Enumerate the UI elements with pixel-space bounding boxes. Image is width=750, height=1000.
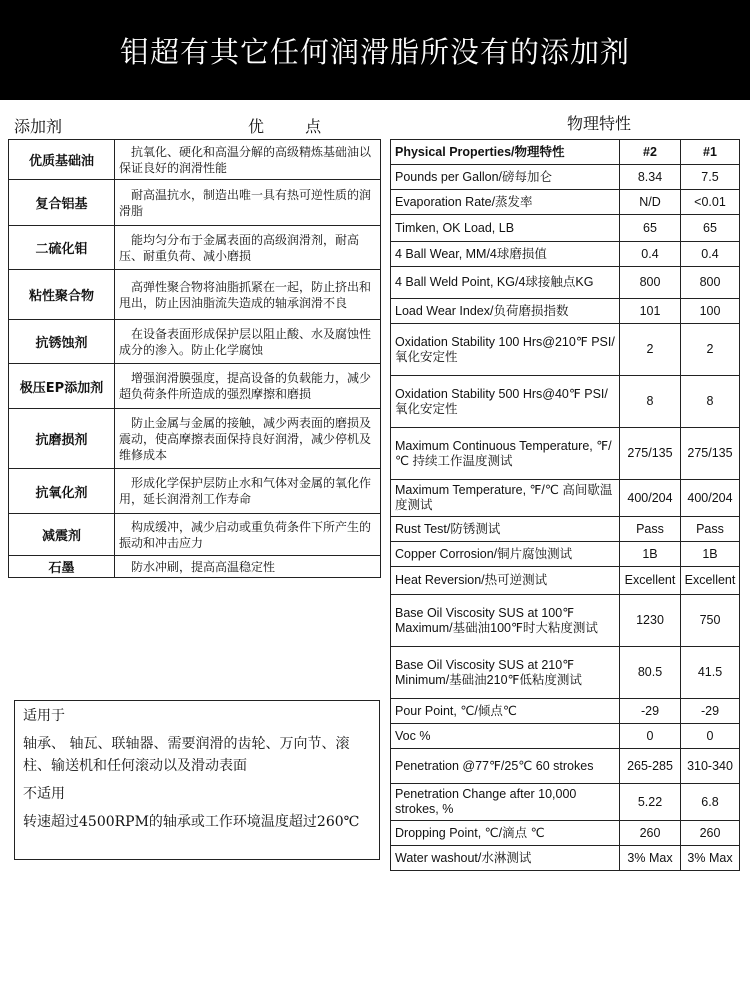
value-1: 8: [681, 376, 740, 428]
advantage-column-header: 优 点: [248, 117, 340, 136]
additive-desc: 防水冲刷，提高高温稳定性: [115, 556, 381, 578]
table-row: [9, 320, 381, 364]
additive-desc: 高弹性聚合物将油脂抓紧在一起，防止挤出和甩出，防止因油脂流失造成的轴承润滑不良: [115, 270, 381, 320]
value-1: 65: [681, 215, 740, 242]
value-2: 1B: [620, 542, 681, 567]
property-label: Voc %: [391, 724, 620, 749]
value-2: 400/204: [620, 480, 681, 517]
additive-name: 抗磨损剂: [9, 409, 115, 469]
property-label: Maximum Continuous Temperature, ℉/℃ 持续工作温度测试: [391, 428, 620, 480]
value-2: 275/135: [620, 428, 681, 480]
additive-desc: 抗氧化、硬化和高温分解的高级精炼基础油以保证良好的润滑性能: [115, 140, 381, 180]
value-2: 80.5: [620, 647, 681, 699]
property-label: Base Oil Viscosity SUS at 210℉ Minimum/基础油210℉低粘度测试: [391, 647, 620, 699]
table-row: [9, 180, 381, 226]
additive-name: 优质基础油: [9, 140, 115, 180]
property-label: Oxidation Stability 500 Hrs@40℉ PSI/氧化安定性: [391, 376, 620, 428]
value-1: 800: [681, 267, 740, 299]
table-row: [9, 469, 381, 514]
table-row: [391, 699, 740, 724]
unsuitable-text: 转速超过4500RPM的轴承或工作环境温度超过260℃: [23, 814, 360, 830]
value-1: Pass: [681, 517, 740, 542]
value-2: 260: [620, 821, 681, 846]
table-row: [391, 517, 740, 542]
value-1: 310-340: [681, 749, 740, 784]
table-header-row: [391, 140, 740, 165]
value-1: 275/135: [681, 428, 740, 480]
table-row: [391, 595, 740, 647]
additive-desc: 能均匀分布于金属表面的高级润滑剂，耐高压、耐重负荷、减小磨损: [115, 226, 381, 270]
table-row: [9, 270, 381, 320]
value-2: 265-285: [620, 749, 681, 784]
value-1: 7.5: [681, 165, 740, 190]
property-label: Copper Corrosion/铜片腐蚀测试: [391, 542, 620, 567]
table-row: [391, 749, 740, 784]
value-2: -29: [620, 699, 681, 724]
value-1: 100: [681, 299, 740, 324]
value-1: 400/204: [681, 480, 740, 517]
additive-name: 粘性聚合物: [9, 270, 115, 320]
table-row: [9, 514, 381, 556]
property-label: Penetration @77℉/25℃ 60 strokes: [391, 749, 620, 784]
table-row: [391, 647, 740, 699]
additive-name: 石墨: [9, 556, 115, 578]
value-1: 2: [681, 324, 740, 376]
table-row: [391, 567, 740, 595]
property-label: Maximum Temperature, ℉/℃ 高间歇温度测试: [391, 480, 620, 517]
col2-header: #2: [620, 140, 681, 165]
value-2: 0: [620, 724, 681, 749]
property-label: Base Oil Viscosity SUS at 100℉ Maximum/基础油100℉时大粘度测试: [391, 595, 620, 647]
value-2: Excellent: [620, 567, 681, 595]
value-1: <0.01: [681, 190, 740, 215]
table-row: [391, 480, 740, 517]
applications-box: [14, 700, 380, 860]
value-2: 2: [620, 324, 681, 376]
table-row: [9, 556, 381, 578]
value-2: 8.34: [620, 165, 681, 190]
additive-name: 抗氧化剂: [9, 469, 115, 514]
value-2: 65: [620, 215, 681, 242]
value-1: 3% Max: [681, 846, 740, 871]
properties-header-label: Physical Properties/物理特性: [391, 140, 620, 165]
additive-name: 复合铝基: [9, 180, 115, 226]
value-2: 101: [620, 299, 681, 324]
value-1: 6.8: [681, 784, 740, 821]
table-row: [9, 140, 381, 180]
table-row: [391, 542, 740, 567]
value-1: 260: [681, 821, 740, 846]
properties-header: 物理特性: [567, 114, 632, 133]
property-label: Heat Reversion/热可逆测试: [391, 567, 620, 595]
value-2: Pass: [620, 517, 681, 542]
property-label: Rust Test/防锈测试: [391, 517, 620, 542]
additive-column-header: 添加剂: [14, 117, 63, 136]
value-2: N/D: [620, 190, 681, 215]
value-1: 750: [681, 595, 740, 647]
additive-name: 减震剂: [9, 514, 115, 556]
table-row: [391, 190, 740, 215]
table-row: [391, 724, 740, 749]
table-row: [391, 821, 740, 846]
property-label: Pour Point, ℃/倾点℃: [391, 699, 620, 724]
property-label: Oxidation Stability 100 Hrs@210℉ PSI/氧化安定性: [391, 324, 620, 376]
suitable-text: 轴承、 轴瓦、联轴器、需要润滑的齿轮、万向节、滚柱、输送机和任何滚动以及滑动表面: [23, 736, 350, 774]
col1-header: #1: [681, 140, 740, 165]
property-label: 4 Ball Weld Point, KG/4球接触点KG: [391, 267, 620, 299]
additive-name: 极压EP添加剂: [9, 364, 115, 409]
value-1: 41.5: [681, 647, 740, 699]
additive-name: 抗锈蚀剂: [9, 320, 115, 364]
suitable-title: 适用于: [23, 708, 65, 724]
table-row: [391, 376, 740, 428]
table-row: [391, 242, 740, 267]
property-label: Timken, OK Load, LB: [391, 215, 620, 242]
table-row: [391, 784, 740, 821]
value-1: 0.4: [681, 242, 740, 267]
property-label: Evaporation Rate/蒸发率: [391, 190, 620, 215]
table-row: [391, 324, 740, 376]
additive-desc: 构成缓冲，减少启动或重负荷条件下所产生的振动和冲击应力: [115, 514, 381, 556]
property-label: 4 Ball Wear, MM/4球磨损值: [391, 242, 620, 267]
additive-desc: 防止金属与金属的接触，减少两表面的磨损及震动，使高摩擦表面保持良好润滑，减少停机及维修成本: [115, 409, 381, 469]
table-row: [391, 299, 740, 324]
table-row: [9, 409, 381, 469]
value-2: 0.4: [620, 242, 681, 267]
properties-table: [390, 139, 740, 871]
unsuitable-title: 不适用: [23, 786, 65, 802]
table-row: [9, 364, 381, 409]
page-title: 钼超有其它任何润滑脂所没有的添加剂: [0, 0, 750, 100]
value-1: -29: [681, 699, 740, 724]
value-2: 1230: [620, 595, 681, 647]
property-label: Load Wear Index/负荷磨损指数: [391, 299, 620, 324]
property-label: Dropping Point, ℃/滴点 ℃: [391, 821, 620, 846]
value-2: 3% Max: [620, 846, 681, 871]
additive-desc: 增强润滑膜强度，提高设备的负载能力，减少超负荷条件所造成的强烈摩擦和磨损: [115, 364, 381, 409]
value-2: 8: [620, 376, 681, 428]
property-label: Penetration Change after 10,000 strokes, %: [391, 784, 620, 821]
table-row: [9, 226, 381, 270]
property-label: Pounds per Gallon/磅每加仑: [391, 165, 620, 190]
table-row: [391, 215, 740, 242]
value-1: 0: [681, 724, 740, 749]
additive-desc: 耐高温抗水，制造出唯一具有热可逆性质的润滑脂: [115, 180, 381, 226]
additive-desc: 在设备表面形成保护层以阻止酸、水及腐蚀性成分的渗入。防止化学腐蚀: [115, 320, 381, 364]
additive-name: 二硫化钼: [9, 226, 115, 270]
property-label: Water washout/水淋测试: [391, 846, 620, 871]
table-row: [391, 428, 740, 480]
value-2: 800: [620, 267, 681, 299]
table-row: [391, 846, 740, 871]
additives-table: [8, 139, 381, 578]
table-row: [391, 165, 740, 190]
value-2: 5.22: [620, 784, 681, 821]
value-1: 1B: [681, 542, 740, 567]
value-1: Excellent: [681, 567, 740, 595]
additive-desc: 形成化学保护层防止水和气体对金属的氧化作用，延长润滑剂工作寿命: [115, 469, 381, 514]
table-row: [391, 267, 740, 299]
